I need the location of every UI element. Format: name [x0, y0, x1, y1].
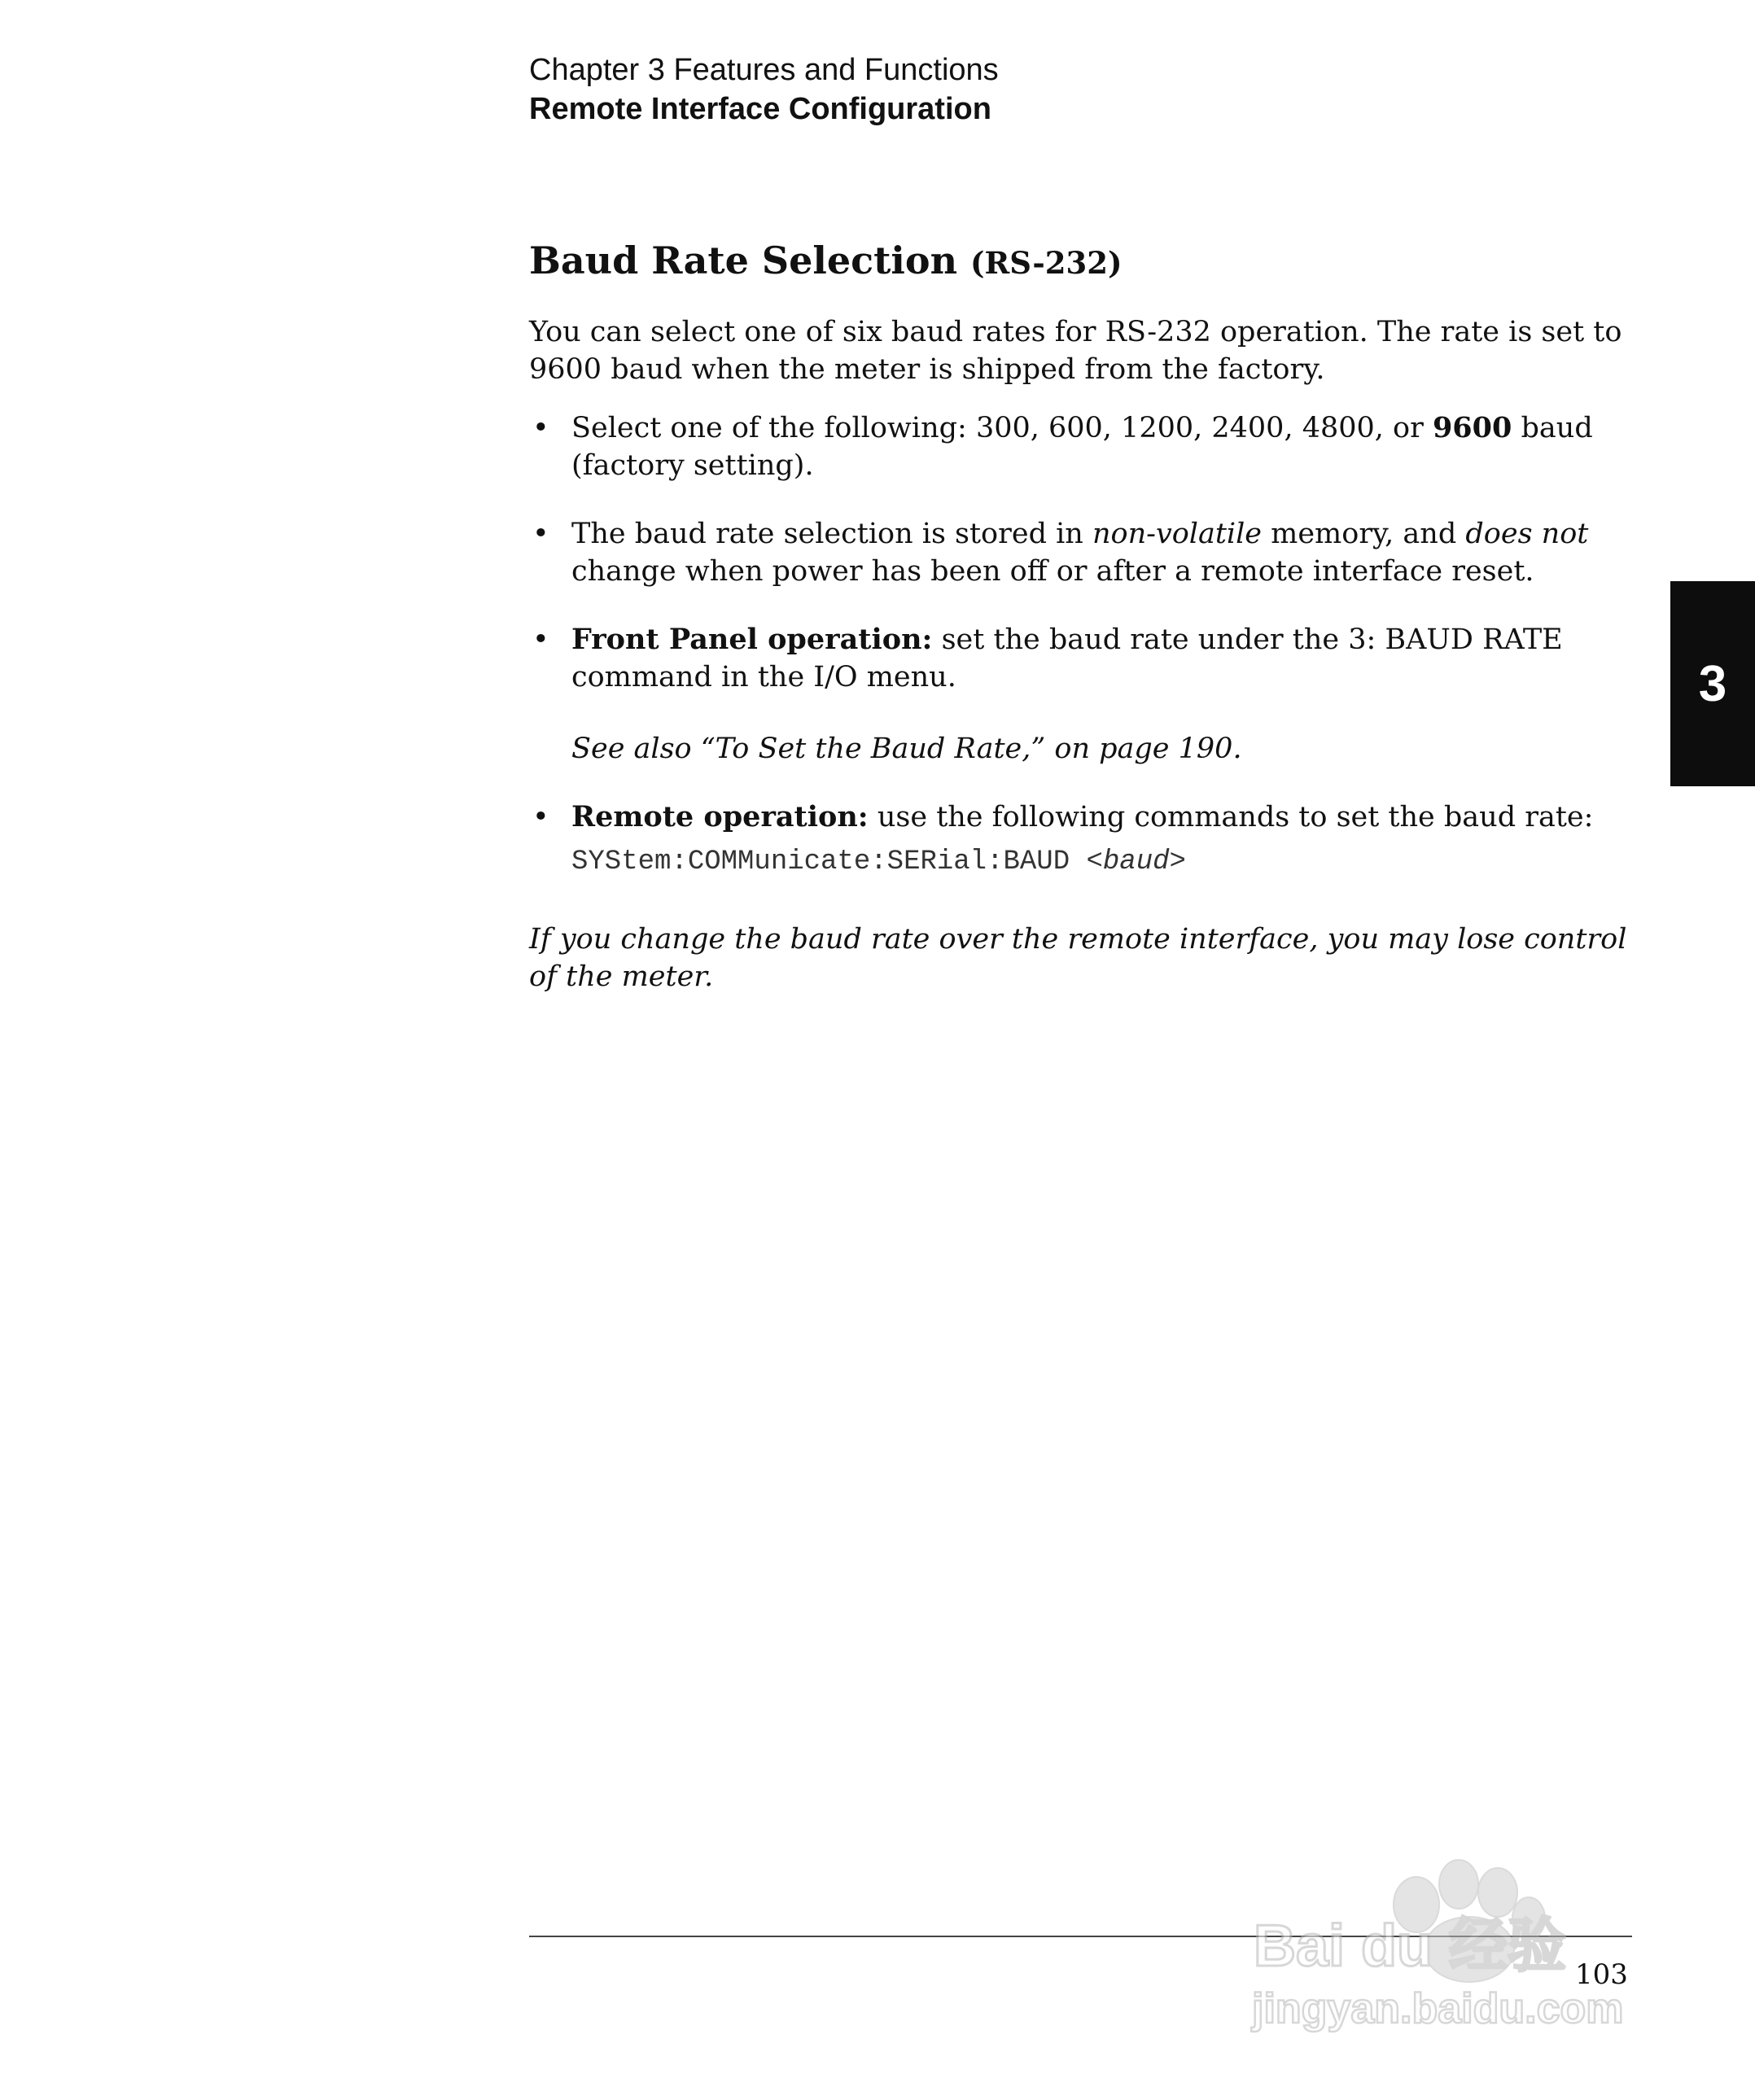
bullet-icon: •	[532, 623, 549, 656]
bullet-bold-label: Remote operation:	[571, 800, 869, 833]
bullet-icon: •	[532, 801, 549, 833]
bullet-text: use the following commands to set the baud rate:	[868, 801, 1594, 833]
bullet-text: The baud rate selection is stored in	[571, 518, 1092, 550]
bullet-list	[529, 409, 1636, 880]
command-text: SYStem:COMMunicate:SERial:BAUD <	[571, 847, 1103, 877]
bullet-icon: •	[532, 412, 549, 444]
chapter-tab	[1670, 581, 1755, 786]
bullet-text: memory, and	[1262, 518, 1466, 550]
see-also-reference: See also “To Set the Baud Rate,” on page 190.	[571, 733, 1242, 765]
bullet-text: baud (factory setting).	[571, 412, 1593, 482]
bullet-text: change when power has been off or after a remote interface reset.	[571, 555, 1534, 588]
chapter-tab-number: 3	[1698, 655, 1727, 712]
bullet-icon: •	[532, 518, 549, 550]
watermark-url-text: jingyan.baidu.com	[1252, 1985, 1624, 2032]
page-heading	[529, 236, 1636, 287]
bullet-front-panel	[529, 621, 1636, 768]
bullet-text: Select one of the following: 300, 600, 1200, 2400, 4800, or	[571, 412, 1433, 444]
intro-paragraph: You can select one of six baud rates for RS-232 operation. The rate is set to 9600 baud when the meter is shipped from the factory.	[529, 316, 1622, 386]
page-number: 103	[1575, 1958, 1628, 1991]
bullet-nonvolatile	[529, 515, 1636, 590]
command-parameter: baud	[1102, 847, 1170, 877]
warning-note: If you change the baud rate over the remote interface, you may lose control of the meter.	[529, 923, 1627, 993]
bullet-bold-label: Front Panel operation:	[571, 623, 933, 656]
heading-title: Baud Rate Selection	[529, 238, 958, 282]
scpi-command	[571, 844, 1636, 880]
bullet-italic: non-volatile	[1092, 518, 1263, 550]
chapter-title: Chapter 3 Features and Functions	[529, 53, 999, 87]
section-title: Remote Interface Configuration	[529, 92, 991, 126]
bullet-bold-value: 9600	[1432, 411, 1512, 444]
page-content	[529, 236, 1636, 1024]
bullet-text: set the baud rate under the 3: BAUD RATE command in the I/O menu.	[571, 623, 1563, 693]
running-header	[529, 50, 999, 129]
watermark-logo-text: Bai du 经验	[1254, 1914, 1567, 1979]
command-text: >	[1169, 847, 1186, 877]
bullet-baud-options	[529, 409, 1636, 484]
baidu-watermark-logo	[1245, 1827, 1652, 2035]
heading-suffix: (RS-232)	[970, 245, 1123, 281]
bullet-remote-operation	[529, 798, 1636, 880]
bullet-italic: does not	[1465, 518, 1589, 550]
